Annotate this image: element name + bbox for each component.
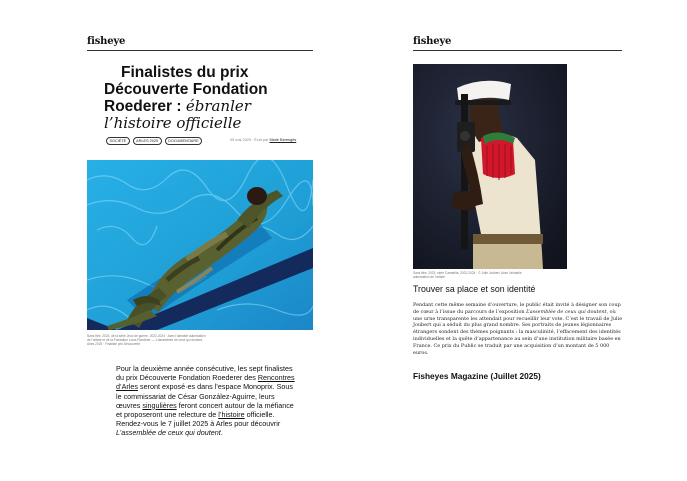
body-text-3: feront concert autour de la méfiance et proposeront une relecture de [116,400,294,420]
left-body-text [116,364,296,438]
left-page [0,0,343,481]
headline-line-1: Finalistes du prix [121,64,249,81]
headline-line-3-italic: ébranler [185,97,251,115]
body-text-2: seront exposé·es dans l’espace Monoprix. Sous le commissariat de César González-Aguirre, leurs œuvres [116,382,293,410]
meta-separator: · Écrit par [250,138,270,142]
legionnaire-portrait-photo [413,64,567,269]
author-link[interactable]: Marie Berengès [269,138,297,142]
swimmer-camouflage-image [87,160,313,330]
right-exhibition-title: L’assemblée de ceux qui doutent [526,308,607,315]
article-meta [230,138,296,142]
fisheye-logo[interactable]: fisheye [87,36,126,47]
right-body-1: Pendant cette même semaine d’ouverture, le public était invité à désigner son coup de cœur à l’issue du parcours de l’exposition [413,302,621,315]
header-rule-right [413,50,622,51]
rencontres-arles-link[interactable]: Rencontres d’Arles [116,373,295,392]
body-text-4: officielle. Rendez-vous le 7 juillet 2025 à Arles pour découvrir [116,410,281,429]
legionnaire-portrait-image [413,64,567,269]
body-text-end: . [220,428,223,438]
tag-list [106,137,202,145]
pool-photo [87,160,313,330]
section-subhead: Trouver sa place et son identité [413,284,536,294]
article-headline [104,64,324,132]
exhibition-title: L’assemblée de ceux qui doutent [116,428,221,438]
tag-societe[interactable]: SOCIÉTÉ [106,137,130,145]
left-photo-caption: Sans titre, 2023, de la série Jeux de guerre, 2022-2024 · Avec l’aimable autorisation de l’artiste et de la Fondation Louis Roederer — L’assemblée de ceux qui doutent, Arles 2025 · Finaliste prix Découverte [87,334,206,346]
right-body-2: , où une urne transparente les attendait pour recueillir leur vote. C’est le travail de Julie Joubert qui a séduit du plus grand nombre. Ses portraits de jeunes légionnaires étrangers sondent des thèmes poignants : la masculinité, l’effacement des identités individuelles et la quête d’appartenance au sein d’une institution militaire basée en France. Ce prix du Public se traduit par une acquisition d’un montant de 5 000 euros. [413,308,623,356]
right-photo-caption: Sans titre, 2023, série Camarilla, 2022-2024 · © Julie Joubert. Avec l’aimable autorisation de l’artiste [413,271,522,279]
headline-line-3: Roederer : [104,98,186,115]
article-date: 05 mai 2025 [230,138,251,142]
magazine-credit: Fisheyes Magazine (Juillet 2025) [413,371,541,381]
histoire-link[interactable]: l’histoire [218,410,245,420]
singulieres-link[interactable]: singulières [142,400,177,410]
fisheye-logo-right[interactable]: fisheye [413,36,452,47]
right-body-text [413,302,625,356]
tag-documentaire[interactable]: DOCUMENTAIRE [165,137,203,145]
header-rule [87,50,313,51]
body-text-1: Pour la deuxième année consécutive, les sept finalistes du prix Découverte Fondation Roederer des [116,364,293,383]
headline-line-4: l’histoire officielle [104,114,242,132]
headline-line-2: Découverte Fondation [104,81,268,98]
tag-arles-2025[interactable]: ARLES 2025 [133,137,162,145]
